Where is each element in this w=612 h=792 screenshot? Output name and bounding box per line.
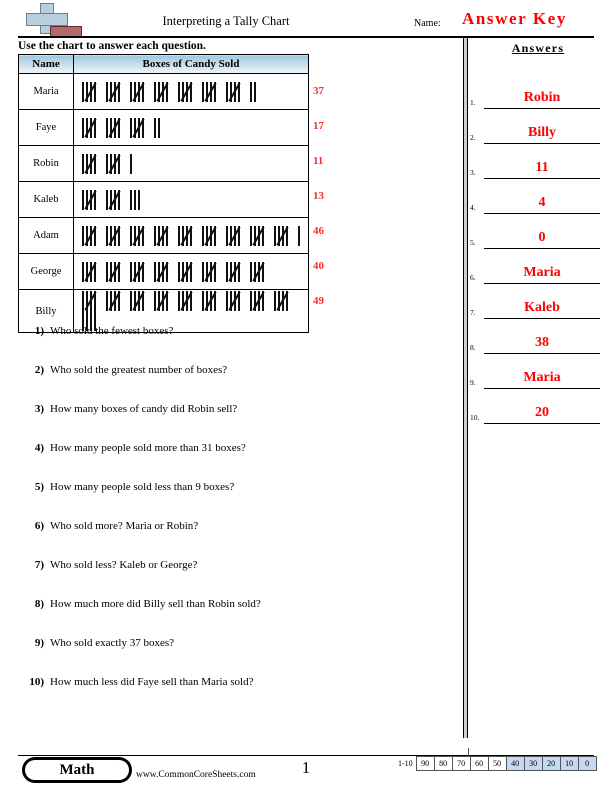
tally-group-of-five xyxy=(106,154,125,174)
answer-number: 8. xyxy=(470,343,476,352)
question-item xyxy=(22,598,442,637)
tally-marks-cell xyxy=(74,254,309,290)
answer-value: Maria xyxy=(523,265,561,280)
tally-mark xyxy=(130,154,132,174)
tally-marks-cell xyxy=(74,74,309,110)
answer-value: 11 xyxy=(535,160,549,175)
answer-row xyxy=(470,389,606,424)
answers-heading: Answers xyxy=(511,41,565,55)
tally-mark xyxy=(158,118,160,138)
table-row xyxy=(19,182,309,218)
answer-row xyxy=(470,109,606,144)
scale-cell: 0 xyxy=(578,756,597,771)
question-item xyxy=(22,403,442,442)
question-text: Who sold exactly 37 boxes? xyxy=(50,637,175,649)
answer-number: 4. xyxy=(470,203,476,212)
column-divider xyxy=(463,38,468,738)
tally-group-of-five xyxy=(250,291,269,311)
tally-group-of-five xyxy=(154,226,173,246)
tally-group-of-five xyxy=(82,291,101,311)
tally-group-of-five xyxy=(106,226,125,246)
student-name-cell: Faye xyxy=(19,110,74,146)
answers-list xyxy=(470,74,606,424)
student-name-cell: Robin xyxy=(19,146,74,182)
tally-group-of-five xyxy=(154,291,173,311)
questions-list xyxy=(22,325,442,715)
tally-singles xyxy=(130,190,142,210)
answer-number: 1. xyxy=(470,98,476,107)
answer-key-title: Answer Key xyxy=(462,9,567,28)
student-name-cell: Maria xyxy=(19,74,74,110)
tally-group-of-five xyxy=(226,291,245,311)
row-total-count: 40 xyxy=(313,260,324,272)
student-name-cell: Kaleb xyxy=(19,182,74,218)
tally-group-of-five xyxy=(82,262,101,282)
answer-number: 5. xyxy=(470,238,476,247)
answer-value: 0 xyxy=(538,230,546,245)
scale-cell: 20 xyxy=(542,756,561,771)
answer-number: 10. xyxy=(470,413,480,422)
tally-group-of-five xyxy=(202,82,221,102)
tally-group-of-five xyxy=(202,291,221,311)
student-name-cell: George xyxy=(19,254,74,290)
question-text: How many people sold less than 9 boxes? xyxy=(50,481,235,493)
question-number: 7) xyxy=(34,559,44,571)
question-text: How many people sold more than 31 boxes? xyxy=(50,442,246,454)
tally-marks-cell xyxy=(74,182,309,218)
question-text: Who sold more? Maria or Robin? xyxy=(50,520,199,532)
instruction-text: Use the chart to answer each question. xyxy=(18,40,206,52)
question-item xyxy=(22,364,442,403)
tally-group-of-five xyxy=(130,82,149,102)
question-number: 6) xyxy=(34,520,44,532)
grading-scale xyxy=(398,756,597,771)
tally-group-of-five xyxy=(154,82,173,102)
tally-group-of-five xyxy=(82,154,101,174)
question-item xyxy=(22,442,442,481)
tally-marks-cell xyxy=(74,110,309,146)
row-total-count: 11 xyxy=(313,155,324,167)
answer-value: Maria xyxy=(523,370,561,385)
row-total-count: 13 xyxy=(313,190,324,202)
question-number: 4) xyxy=(34,442,44,454)
page-number: 1 xyxy=(301,758,311,777)
question-number: 9) xyxy=(34,637,44,649)
tally-group-of-five xyxy=(106,291,125,311)
answer-row xyxy=(470,214,606,249)
tally-group-of-five xyxy=(106,118,125,138)
answer-value: 20 xyxy=(535,405,549,420)
scale-cell: 10 xyxy=(560,756,579,771)
tally-mark xyxy=(154,118,156,138)
question-text: How much less did Faye sell than Maria sold? xyxy=(50,676,254,688)
scale-cell: 40 xyxy=(506,756,525,771)
answer-number: 2. xyxy=(470,133,476,142)
tally-group-of-five xyxy=(178,291,197,311)
tally-group-of-five xyxy=(202,262,221,282)
tally-mark xyxy=(134,190,136,210)
tally-mark xyxy=(254,82,256,102)
tally-group-of-five xyxy=(274,291,293,311)
question-item xyxy=(22,676,442,715)
tally-mark xyxy=(298,226,300,246)
question-number: 1) xyxy=(34,325,44,337)
scale-cell: 60 xyxy=(470,756,489,771)
tally-group-of-five xyxy=(250,262,269,282)
student-name-cell: Adam xyxy=(19,218,74,254)
answer-row xyxy=(470,284,606,319)
table-row xyxy=(19,218,309,254)
table-row xyxy=(19,74,309,110)
answer-number: 6. xyxy=(470,273,476,282)
question-item xyxy=(22,559,442,598)
tally-group-of-five xyxy=(82,190,101,210)
answer-value: 4 xyxy=(538,195,546,210)
answer-row xyxy=(470,249,606,284)
scale-cell: 80 xyxy=(434,756,453,771)
tally-group-of-five xyxy=(226,262,245,282)
tally-chart-table xyxy=(18,54,309,333)
tally-singles xyxy=(250,82,258,102)
question-item xyxy=(22,637,442,676)
tally-group-of-five xyxy=(82,226,101,246)
tally-group-of-five xyxy=(130,118,149,138)
answer-value: Robin xyxy=(523,90,561,105)
table-body xyxy=(19,74,309,333)
question-text: Who sold the greatest number of boxes? xyxy=(50,364,228,376)
scale-cell: 90 xyxy=(416,756,435,771)
page-title: Interpreting a Tally Chart xyxy=(162,14,290,28)
answer-number: 7. xyxy=(470,308,476,317)
answer-value: 38 xyxy=(535,335,549,350)
answer-number: 9. xyxy=(470,378,476,387)
tally-group-of-five xyxy=(154,262,173,282)
question-text: How much more did Billy sell than Robin sold? xyxy=(50,598,261,610)
question-number: 3) xyxy=(34,403,44,415)
table-row xyxy=(19,254,309,290)
scale-cell: 30 xyxy=(524,756,543,771)
answer-number: 3. xyxy=(470,168,476,177)
question-number: 10) xyxy=(29,676,44,688)
tally-group-of-five xyxy=(226,82,245,102)
table-header-row xyxy=(19,55,309,74)
website-url: www.CommonCoreSheets.com xyxy=(136,770,256,780)
tally-group-of-five xyxy=(178,226,197,246)
tally-group-of-five xyxy=(202,226,221,246)
question-text: How many boxes of candy did Robin sell? xyxy=(50,403,238,415)
answer-row xyxy=(470,179,606,214)
question-item xyxy=(22,325,442,364)
question-text: Who sold the fewest boxes? xyxy=(50,325,174,337)
scale-cell: 50 xyxy=(488,756,507,771)
subject-label: Math xyxy=(25,760,129,780)
scale-tick xyxy=(468,748,469,757)
tally-group-of-five xyxy=(250,226,269,246)
tally-group-of-five xyxy=(106,190,125,210)
answer-row xyxy=(470,319,606,354)
scale-cell: 70 xyxy=(452,756,471,771)
scale-range-label: 1-10 xyxy=(398,759,413,768)
tally-group-of-five xyxy=(274,226,293,246)
header-rule xyxy=(18,36,594,38)
tally-group-of-five xyxy=(106,82,125,102)
answer-row xyxy=(470,144,606,179)
answer-row xyxy=(470,74,606,109)
row-total-count: 37 xyxy=(313,85,324,97)
tally-group-of-five xyxy=(178,262,197,282)
table-row xyxy=(19,110,309,146)
tally-singles xyxy=(130,154,134,174)
answer-value: Kaleb xyxy=(524,300,560,315)
tally-group-of-five xyxy=(130,226,149,246)
table-row xyxy=(19,146,309,182)
tally-group-of-five xyxy=(82,82,101,102)
question-item xyxy=(22,520,442,559)
tally-group-of-five xyxy=(82,118,101,138)
question-text: Who sold less? Kaleb or George? xyxy=(50,559,198,571)
tally-mark xyxy=(250,82,252,102)
tally-group-of-five xyxy=(130,291,149,311)
row-total-count: 46 xyxy=(313,225,324,237)
tally-group-of-five xyxy=(178,82,197,102)
tally-mark xyxy=(130,190,132,210)
question-number: 5) xyxy=(34,481,44,493)
row-total-count: 49 xyxy=(313,295,324,307)
row-total-count: 17 xyxy=(313,120,324,132)
question-item xyxy=(22,481,442,520)
name-label: Name: xyxy=(414,18,441,29)
tally-singles xyxy=(298,226,302,246)
student-name-cell: Billy xyxy=(19,290,74,333)
answer-blank-line xyxy=(484,423,600,424)
tally-singles xyxy=(154,118,162,138)
tally-group-of-five xyxy=(226,226,245,246)
answer-value: Billy xyxy=(527,125,556,140)
tally-marks-cell xyxy=(74,146,309,182)
question-number: 2) xyxy=(34,364,44,376)
column-header-name: Name xyxy=(19,55,74,74)
tally-group-of-five xyxy=(130,262,149,282)
column-header-boxes: Boxes of Candy Sold xyxy=(74,55,309,74)
tally-group-of-five xyxy=(106,262,125,282)
answer-row xyxy=(470,354,606,389)
tally-mark xyxy=(138,190,140,210)
question-number: 8) xyxy=(34,598,44,610)
tally-marks-cell xyxy=(74,218,309,254)
